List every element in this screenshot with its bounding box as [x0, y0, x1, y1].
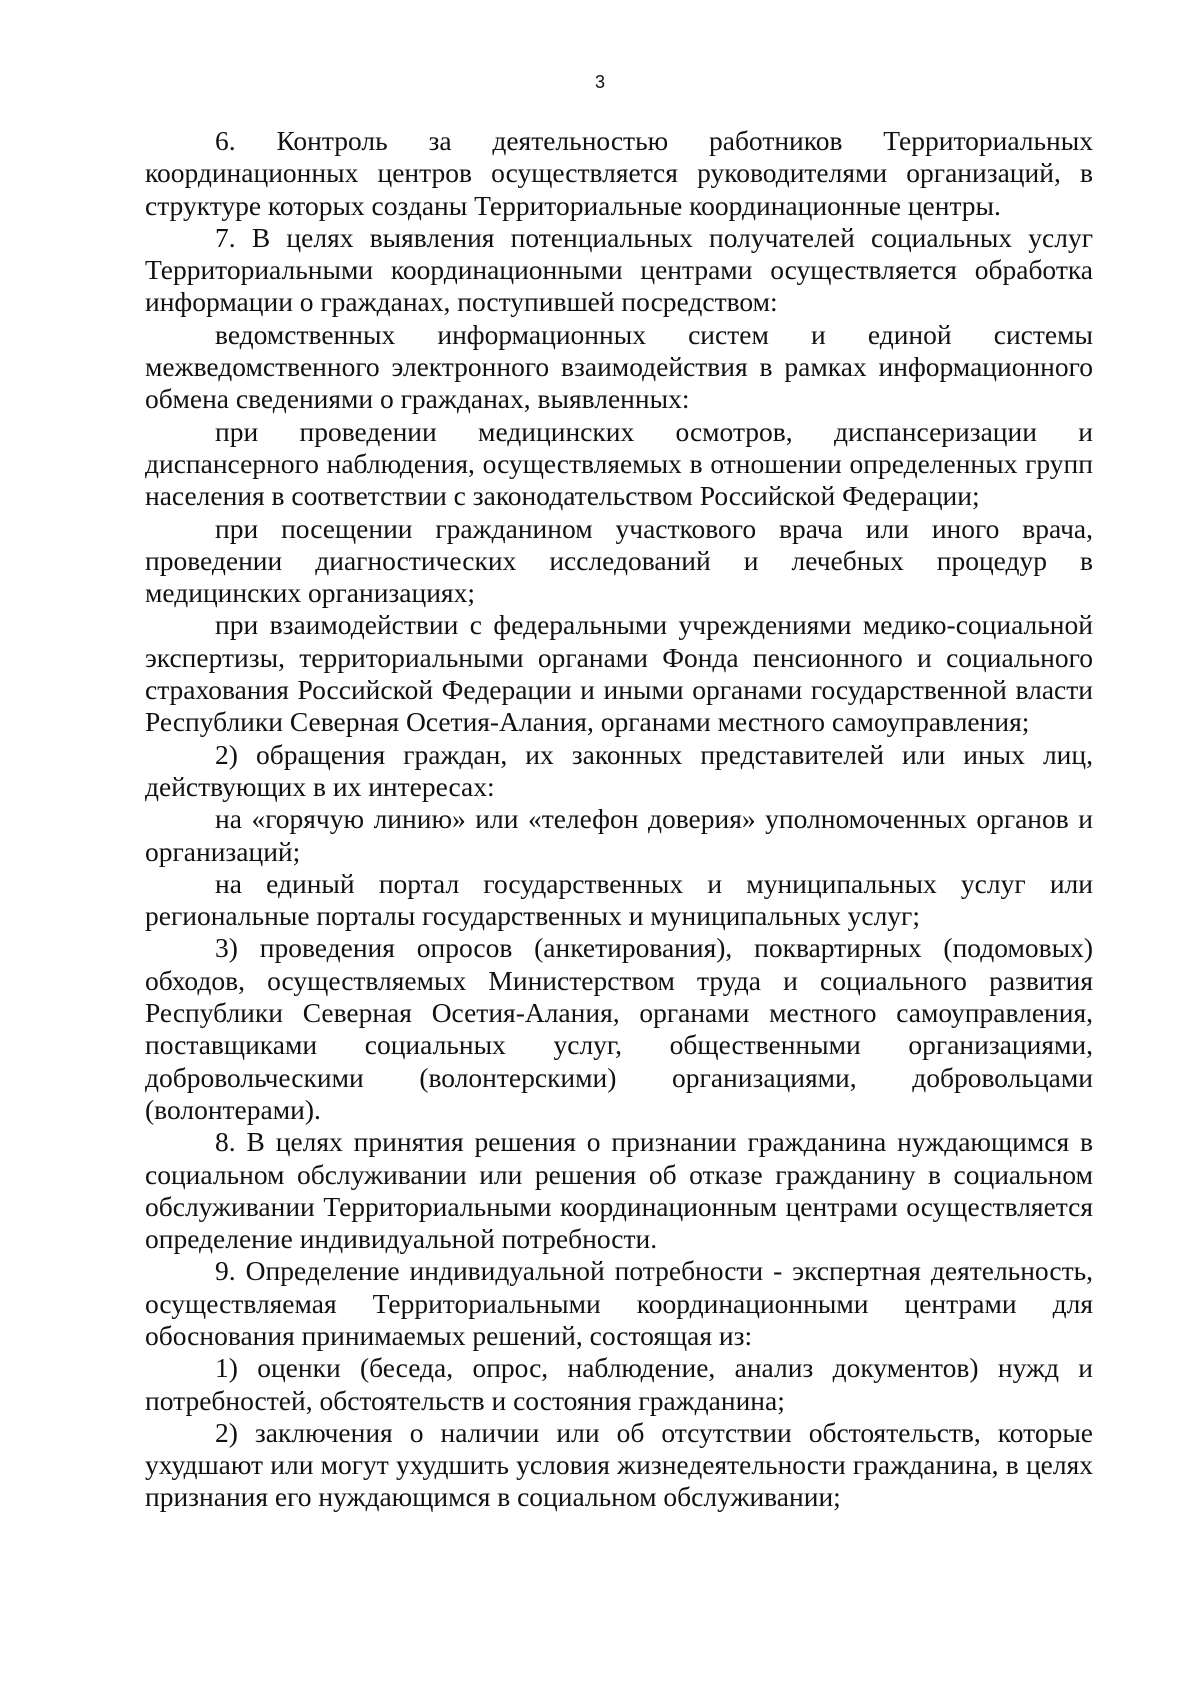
list-item-medical-examinations: при проведении медицинских осмотров, диспансеризации и диспансерного наблюдения, осуществляемых в отношении определенных групп населения в соответствии с законодательством Российской Федерации; — [145, 415, 1093, 512]
paragraph-8-decision: 8. В целях принятия решения о признании гражданина нуждающимся в социальном обслуживании или решения об отказе гражданину в социальном обслуживании Территориальными координационным центрами осуществляется определение индивидуальной потребности. — [145, 1126, 1093, 1255]
list-item-information-systems: ведомственных информационных систем и единой системы межведомственного электронного взаимодействия в рамках информационного обмена сведениями о гражданах, выявленных: — [145, 318, 1093, 415]
list-item-assessment: 1) оценки (беседа, опрос, наблюдение, анализ документов) нужд и потребностей, обстоятельств и состояния гражданина; — [145, 1352, 1093, 1416]
paragraph-9-definition: 9. Определение индивидуальной потребности - экспертная деятельность, осуществляемая Территориальными координационными центрами для обоснования принимаемых решений, состоящая из: — [145, 1255, 1093, 1351]
paragraph-6-control: 6. Контроль за деятельностью работников Территориальных координационных центров осуществляется руководителями организаций, в структуре которых созданы Территориальные координационные центры. — [145, 125, 1093, 221]
page-number: 3 — [594, 72, 605, 92]
document-body — [145, 125, 1093, 1514]
paragraph-7-identification: 7. В целях выявления потенциальных получателей социальных услуг Территориальными координационными центрами осуществляется обработка информации о гражданах, поступившей посредством: — [145, 221, 1093, 318]
list-item-portals: на единый портал государственных и муниципальных услуг или региональные порталы государственных и муниципальных услуг; — [145, 867, 1093, 932]
list-item-hotline: на «горячую линию» или «телефон доверия» уполномоченных органов и организаций; — [145, 803, 1093, 867]
list-item-surveys: 3) проведения опросов (анкетирования), поквартирных (подомовых) обходов, осуществляемых Министерством труда и социального развития Республики Северная Осетия-Алания, органами местного самоуправления, поставщиками социальных услуг, общественными организациями, добровольческими (волонтерскими) организациями, добровольцами (волонтерами). — [145, 932, 1093, 1125]
list-item-federal-interaction: при взаимодействии с федеральными учреждениями медико-социальной экспертизы, территориальными органами Фонда пенсионного и социального страхования Российской Федерации и иными органами государственной власти Республики Северная Осетия-Алания, органами местного самоуправления; — [145, 609, 1093, 738]
list-item-citizen-appeals: 2) обращения граждан, их законных представителей или иных лиц, действующих в их интересах: — [145, 738, 1093, 802]
list-item-conclusion: 2) заключения о наличии или об отсутствии обстоятельств, которые ухудшают или могут ухудшить условия жизнедеятельности гражданина, в целях признания его нуждающимся в социальном обслуживании; — [145, 1416, 1093, 1513]
list-item-doctor-visits: при посещении гражданином участкового врача или иного врача, проведении диагностических исследований и лечебных процедур в медицинских организациях; — [145, 512, 1093, 609]
